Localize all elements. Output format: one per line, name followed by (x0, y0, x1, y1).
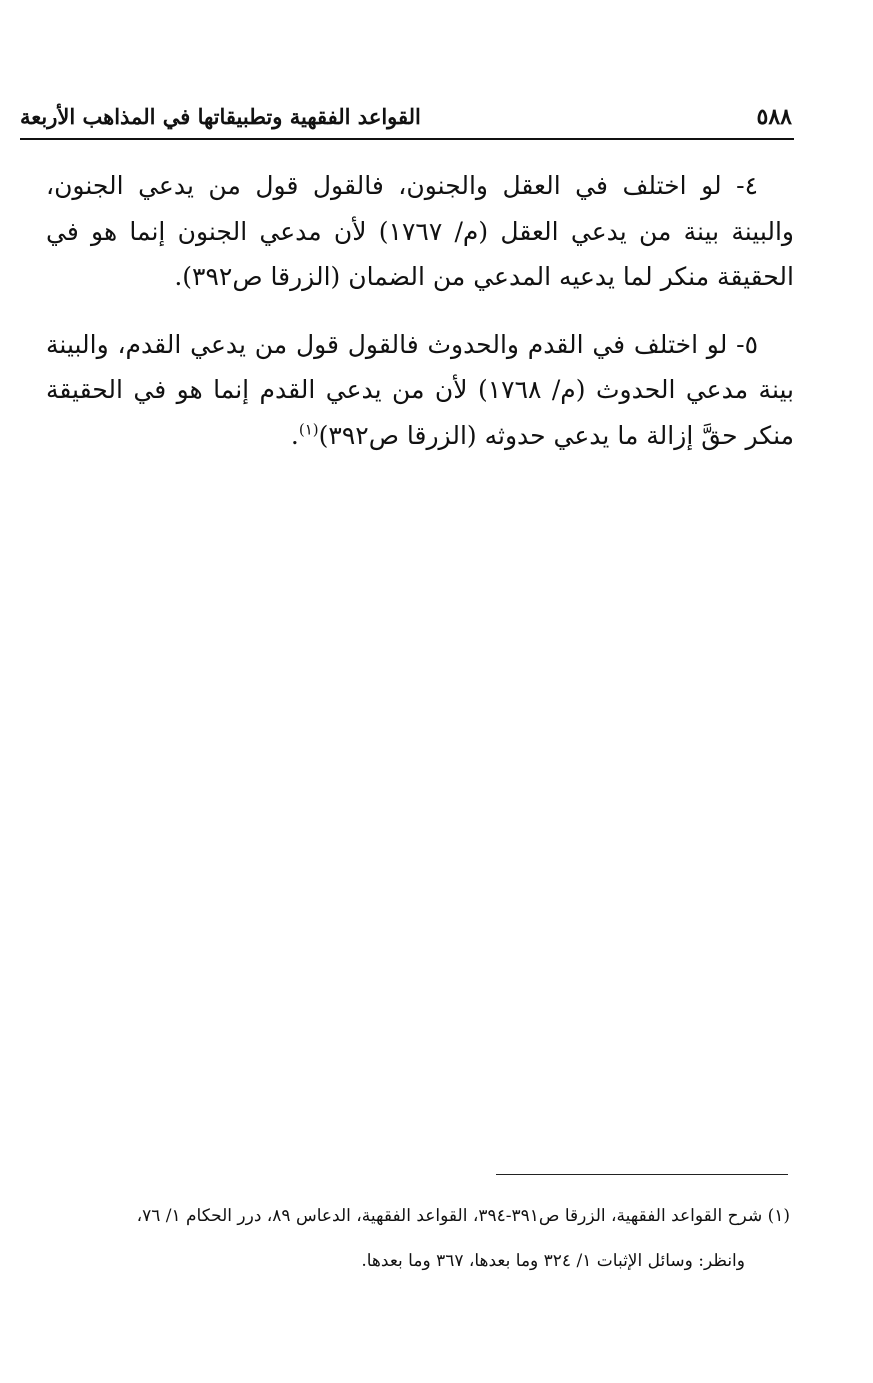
paragraph-5 (46, 322, 794, 459)
main-text (46, 163, 794, 480)
paragraph-5-text: ٥- لو اختلف في القدم والحدوث فالقول قول من يدعي القدم، والبينة بينة مدعي الحدوث (م/ ١٧٦٨) لأن من يدعي القدم إنما هو في الحقيقة منكر حقَّ إزالة ما يدعي حدوثه (الزرقا ص٣٩٢) (46, 329, 794, 450)
footnote-reference: (١) (298, 420, 319, 439)
page-number: ٥٨٨ (756, 104, 792, 130)
footnote-rule (496, 1174, 788, 1175)
footnote-line-2: وانظر: وسائل الإثبات ١/ ٣٢٤ وما بعدها، ٣٦٧ وما بعدها. (361, 1251, 745, 1271)
running-title: القواعد الفقهية وتطبيقاتها في المذاهب الأربعة (20, 104, 421, 129)
paragraph-5-end: . (290, 420, 299, 450)
paragraph-4: ٤- لو اختلف في العقل والجنون، فالقول قول من يدعي الجنون، والبينة بينة من يدعي العقل (م/ ١٧٦٧) لأن مدعي الجنون إنما هو في الحقيقة منكر لما يدعيه المدعي من الضمان (الزرقا ص٣٩٢). (46, 171, 794, 291)
header-rule (20, 138, 794, 140)
footnote-line-1: (١) شرح القواعد الفقهية، الزرقا ص٣٩١-٣٩٤، القواعد الفقهية، الدعاس ٨٩، درر الحكام ١/ ٧٦، (136, 1206, 790, 1226)
footnotes (18, 1194, 790, 1284)
page-header (20, 104, 792, 138)
